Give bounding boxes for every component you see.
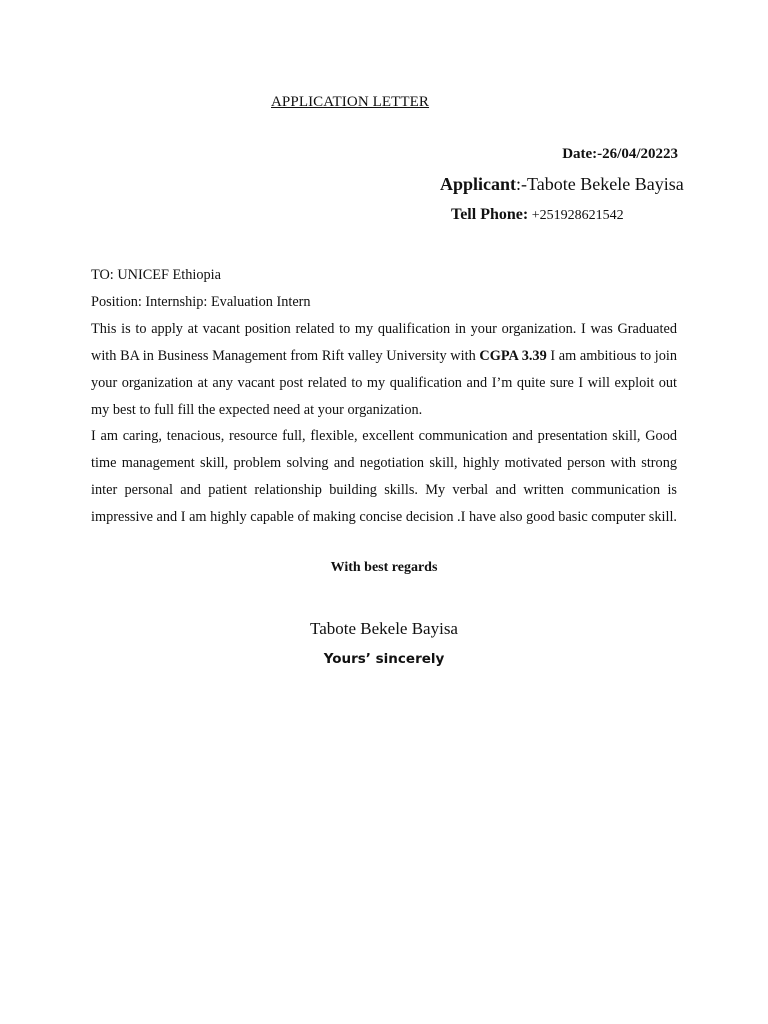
signature-name: Tabote Bekele Bayisa: [310, 619, 458, 638]
paragraph-skills: I am caring, tenacious, resource full, flexible, excellent communication and presentation skill, Good time management skill, problem solving and negotiation skill, highly motivated person with strong inter personal and patient relationship building skills. My verbal and written communication is impressive and I am highly capable of making concise decision .I have also good basic computer skill.: [91, 428, 678, 526]
position-line: Position: Internship: Evaluation Intern: [91, 293, 311, 310]
applicant-name: :-Tabote Bekele Bayisa: [516, 174, 684, 194]
letter-body: [91, 262, 677, 531]
phone-label: Tell Phone:: [451, 206, 529, 223]
signoff-line: Yours’ sincerely: [323, 651, 445, 667]
applicant-label: Applicant: [440, 174, 517, 194]
phone-number: +251928621542: [528, 208, 624, 223]
letter-title: APPLICATION LETTER: [271, 94, 430, 110]
closing-line: With best regards: [330, 560, 438, 575]
paragraph1-start: This is to apply at vacant position related to my qualification in your organization. I was Graduated with BA in Business Management from Rift valley University with: [91, 320, 677, 364]
paragraph1-end: I am ambitious to join your organization at any vacant post related to my qualification and I’m quite sure I will exploit out my best to full fill the expected need at your organization.: [91, 347, 677, 418]
paragraph-qualification: [91, 316, 677, 424]
letter-date: Date:-26/04/20223: [562, 146, 678, 162]
cgpa-value: CGPA 3.39: [479, 347, 547, 364]
phone-line: [451, 206, 624, 224]
recipient-line: TO: UNICEF Ethiopia: [91, 267, 221, 283]
applicant-line: [440, 174, 684, 195]
